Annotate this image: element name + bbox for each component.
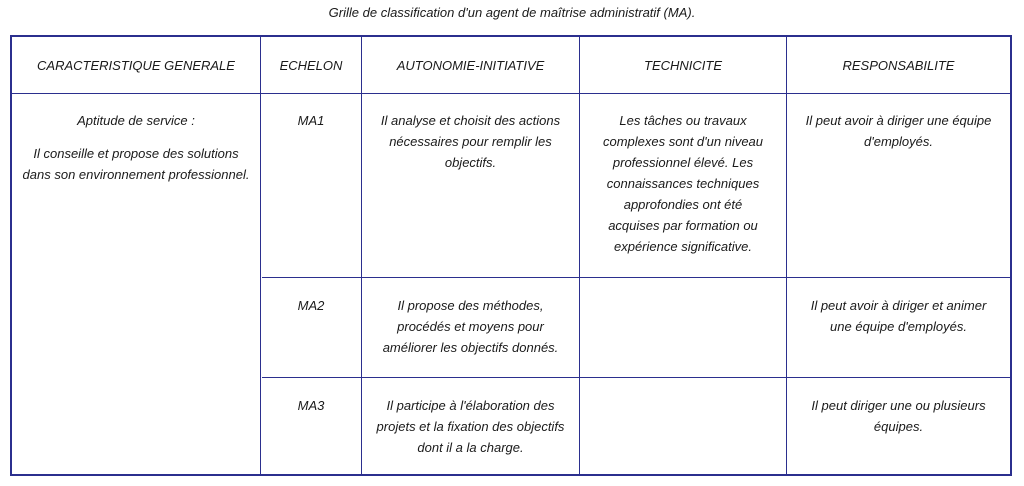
general-title: Aptitude de service : [77, 113, 195, 128]
responsabilite-ma2: Il peut avoir à diriger et animer une équipe d'employés. [810, 298, 987, 334]
autonomie-ma2: Il propose des méthodes, procédés et moyens pour améliorer les objectifs donnés. [382, 298, 559, 355]
classification-table [10, 35, 1012, 476]
echelon-ma3: MA3 [297, 398, 325, 413]
general-characteristic-cell [12, 110, 260, 185]
echelon-ma1: MA1 [297, 113, 325, 128]
header-responsabilite: RESPONSABILITE [842, 57, 955, 73]
row-divider-2 [262, 377, 1010, 378]
autonomie-ma3: Il participe à l'élaboration des projets et la fixation des objectifs dont il a la charge. [376, 398, 565, 455]
header-technicite: TECHNICITE [644, 57, 722, 73]
table-caption: Grille de classification d'un agent de maîtrise administratif (MA). [328, 5, 696, 20]
responsabilite-ma3: Il peut diriger une ou plusieurs équipes. [811, 398, 986, 434]
autonomie-ma1: Il analyse et choisit des actions nécessaires pour remplir les objectifs. [380, 113, 561, 170]
row-divider-1 [262, 277, 1010, 278]
echelon-ma2: MA2 [297, 298, 325, 313]
header-autonomie: AUTONOMIE-INITIATIVE [396, 57, 545, 73]
responsabilite-ma1: Il peut avoir à diriger une équipe d'employés. [805, 113, 992, 149]
header-divider [12, 93, 1010, 94]
general-text: Il conseille et propose des solutions dans son environnement professionnel. [22, 146, 250, 182]
header-echelon: ECHELON [279, 57, 343, 73]
technicite-ma1: Les tâches ou travaux complexes sont d'un niveau professionnel élevé. Les connaissances techniques approfondies ont été acquises par formation ou expérience significative. [602, 113, 764, 254]
header-caracteristique: CARACTERISTIQUE GENERALE [37, 57, 235, 73]
